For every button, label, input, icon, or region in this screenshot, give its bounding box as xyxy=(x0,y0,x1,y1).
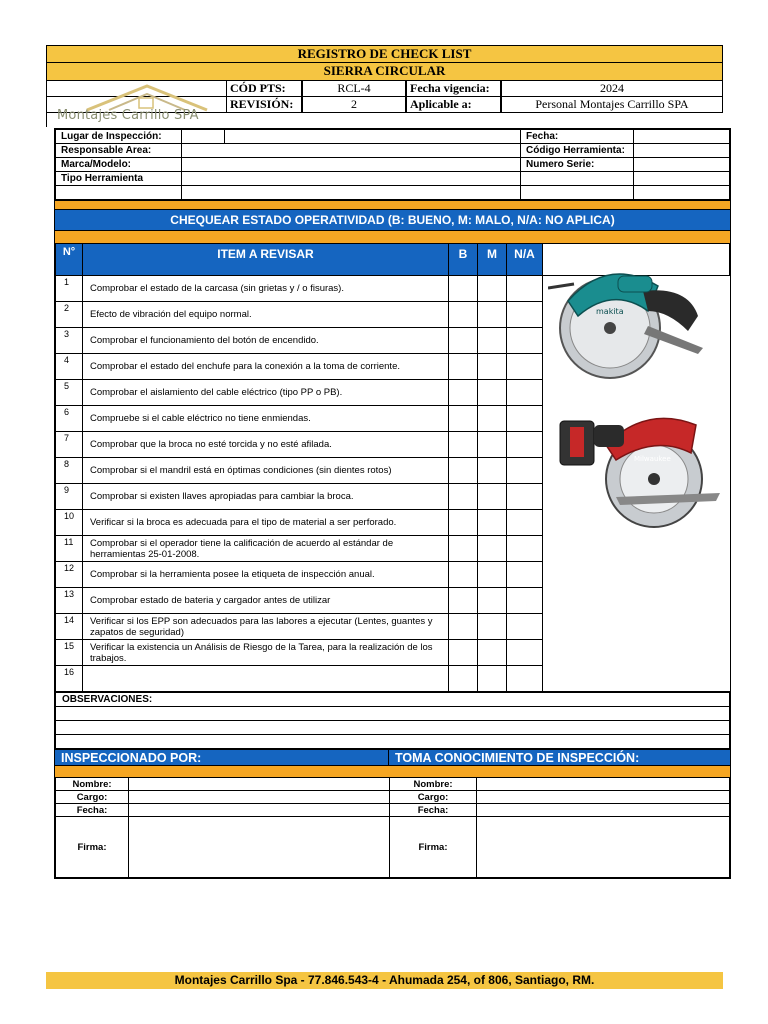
item-b-checkbox[interactable] xyxy=(449,536,478,562)
tipo-field[interactable] xyxy=(182,172,521,186)
item-text: Comprobar estado de bateria y cargador antes de utilizar xyxy=(83,588,449,614)
lugar-field[interactable] xyxy=(225,130,521,144)
item-number: 3 xyxy=(56,328,83,354)
item-b-checkbox[interactable] xyxy=(449,276,478,302)
item-na-checkbox[interactable] xyxy=(507,302,543,328)
blank-cell xyxy=(634,172,730,186)
item-number: 12 xyxy=(56,562,83,588)
item-m-checkbox[interactable] xyxy=(478,536,507,562)
item-number: 5 xyxy=(56,380,83,406)
item-m-checkbox[interactable] xyxy=(478,562,507,588)
lugar-field-a[interactable] xyxy=(182,130,225,144)
right-firma-field[interactable] xyxy=(477,817,730,878)
item-m-checkbox[interactable] xyxy=(478,484,507,510)
left-nombre-label: Nombre: xyxy=(56,778,129,791)
item-b-checkbox[interactable] xyxy=(449,484,478,510)
document-subtitle: SIERRA CIRCULAR xyxy=(46,63,723,81)
item-m-checkbox[interactable] xyxy=(478,354,507,380)
revision-value: 2 xyxy=(302,97,406,113)
observaciones-line[interactable] xyxy=(56,707,730,721)
item-m-checkbox[interactable] xyxy=(478,666,507,692)
blank-cell xyxy=(56,186,182,200)
item-b-checkbox[interactable] xyxy=(449,354,478,380)
revision-label: REVISIÓN: xyxy=(226,97,302,113)
codigo-label: Código Herramienta: xyxy=(521,144,634,158)
item-number: 8 xyxy=(56,458,83,484)
codigo-field[interactable] xyxy=(634,144,730,158)
item-m-checkbox[interactable] xyxy=(478,328,507,354)
page-footer: Montajes Carrillo Spa - 77.846.543-4 - Ahumada 254, of 806, Santiago, RM. xyxy=(46,972,723,989)
item-b-checkbox[interactable] xyxy=(449,458,478,484)
item-text: Comprobar si el mandril está en óptimas condiciones (sin dientes rotos) xyxy=(83,458,449,484)
item-b-checkbox[interactable] xyxy=(449,666,478,692)
marca-label: Marca/Modelo: xyxy=(56,158,182,172)
item-number: 14 xyxy=(56,614,83,640)
signature-table xyxy=(55,777,730,878)
blank-cell xyxy=(182,186,521,200)
item-na-checkbox[interactable] xyxy=(507,380,543,406)
marca-field[interactable] xyxy=(182,158,521,172)
item-text: Comprobar si el operador tiene la calificación de acuerdo al estándar de herramientas 25-01-2008. xyxy=(83,536,449,562)
item-text: Comprobar el aislamiento del cable eléctrico (tipo PP o PB). xyxy=(83,380,449,406)
item-text: Compruebe si el cable eléctrico no tiene enmiendas. xyxy=(83,406,449,432)
item-na-checkbox[interactable] xyxy=(507,276,543,302)
blank-cell xyxy=(521,186,634,200)
tipo-label: Tipo Herramienta xyxy=(56,172,182,186)
item-na-checkbox[interactable] xyxy=(507,432,543,458)
company-logo xyxy=(46,80,226,127)
fecha-label: Fecha: xyxy=(521,130,634,144)
item-na-checkbox[interactable] xyxy=(507,510,543,536)
item-b-checkbox[interactable] xyxy=(449,302,478,328)
item-m-checkbox[interactable] xyxy=(478,510,507,536)
item-text: Comprobar el funcionamiento del botón de encendido. xyxy=(83,328,449,354)
fecha-field[interactable] xyxy=(634,130,730,144)
cod-value: RCL-4 xyxy=(302,81,406,97)
item-number: 13 xyxy=(56,588,83,614)
item-na-checkbox[interactable] xyxy=(507,458,543,484)
item-b-checkbox[interactable] xyxy=(449,328,478,354)
signature-header xyxy=(55,749,730,765)
item-m-checkbox[interactable] xyxy=(478,640,507,666)
item-na-checkbox[interactable] xyxy=(507,614,543,640)
col-num-header: N° xyxy=(56,244,83,276)
left-fecha-field[interactable] xyxy=(129,804,390,817)
item-na-checkbox[interactable] xyxy=(507,354,543,380)
item-b-checkbox[interactable] xyxy=(449,380,478,406)
item-m-checkbox[interactable] xyxy=(478,380,507,406)
item-m-checkbox[interactable] xyxy=(478,276,507,302)
item-number: 6 xyxy=(56,406,83,432)
item-na-checkbox[interactable] xyxy=(507,536,543,562)
observaciones-line[interactable] xyxy=(56,735,730,749)
item-number: 15 xyxy=(56,640,83,666)
item-text: Verificar la existencia un Análisis de Riesgo de la Tarea, para la realización de los trabajos. xyxy=(83,640,449,666)
right-nombre-field[interactable] xyxy=(477,778,730,791)
serie-field[interactable] xyxy=(634,158,730,172)
item-na-checkbox[interactable] xyxy=(507,666,543,692)
item-b-checkbox[interactable] xyxy=(449,614,478,640)
right-firma-label: Firma: xyxy=(390,817,477,878)
circular-saw-red-image xyxy=(556,405,722,533)
item-b-checkbox[interactable] xyxy=(449,510,478,536)
item-text xyxy=(83,666,449,692)
item-text: Comprobar si la herramienta posee la etiqueta de inspección anual. xyxy=(83,562,449,588)
cod-label: CÓD PTS: xyxy=(226,81,302,97)
item-number: 1 xyxy=(56,276,83,302)
left-cargo-field[interactable] xyxy=(129,791,390,804)
left-fecha-label: Fecha: xyxy=(56,804,129,817)
item-na-checkbox[interactable] xyxy=(507,562,543,588)
item-text: Comprobar el estado de la carcasa (sin grietas y / o fisuras). xyxy=(83,276,449,302)
item-b-checkbox[interactable] xyxy=(449,588,478,614)
responsable-label: Responsable Area: xyxy=(56,144,182,158)
item-number: 10 xyxy=(56,510,83,536)
item-text: Comprobar si existen llaves apropiadas para cambiar la broca. xyxy=(83,484,449,510)
item-number: 2 xyxy=(56,302,83,328)
item-number: 4 xyxy=(56,354,83,380)
item-b-checkbox[interactable] xyxy=(449,640,478,666)
item-na-checkbox[interactable] xyxy=(507,588,543,614)
toma-conocimiento-title: TOMA CONOCIMIENTO DE INSPECCIÓN: xyxy=(395,751,640,765)
observations-table xyxy=(55,692,730,749)
section-title: CHEQUEAR ESTADO OPERATIVIDAD (B: BUENO, M: MALO, N/A: NO APLICA) xyxy=(55,210,730,230)
aplicable-value: Personal Montajes Carrillo SPA xyxy=(501,97,723,113)
left-nombre-field[interactable] xyxy=(129,778,390,791)
item-b-checkbox[interactable] xyxy=(449,432,478,458)
blank-cell xyxy=(521,172,634,186)
item-text: Comprobar el estado del enchufe para la conexión a la toma de corriente. xyxy=(83,354,449,380)
info-table xyxy=(55,129,730,200)
item-number: 9 xyxy=(56,484,83,510)
right-cargo-label: Cargo: xyxy=(390,791,477,804)
left-cargo-label: Cargo: xyxy=(56,791,129,804)
item-m-checkbox[interactable] xyxy=(478,302,507,328)
responsable-field[interactable] xyxy=(182,144,521,158)
item-m-checkbox[interactable] xyxy=(478,432,507,458)
item-text: Verificar si la broca es adecuada para el tipo de material a ser perforado. xyxy=(83,510,449,536)
item-b-checkbox[interactable] xyxy=(449,562,478,588)
left-firma-label: Firma: xyxy=(56,817,129,878)
col-item-header: ITEM A REVISAR xyxy=(83,244,449,276)
right-fecha-field[interactable] xyxy=(477,804,730,817)
item-m-checkbox[interactable] xyxy=(478,458,507,484)
item-na-checkbox[interactable] xyxy=(507,484,543,510)
item-na-checkbox[interactable] xyxy=(507,406,543,432)
item-b-checkbox[interactable] xyxy=(449,406,478,432)
item-number: 11 xyxy=(56,536,83,562)
vigencia-value: 2024 xyxy=(501,81,723,97)
svg-text:Milwaukee: Milwaukee xyxy=(634,455,671,463)
document-title: REGISTRO DE CHECK LIST xyxy=(46,45,723,63)
blank-cell xyxy=(634,186,730,200)
item-na-checkbox[interactable] xyxy=(507,640,543,666)
observaciones-label: OBSERVACIONES: xyxy=(56,693,730,707)
item-m-checkbox[interactable] xyxy=(478,406,507,432)
svg-text:makita: makita xyxy=(596,307,624,316)
item-m-checkbox[interactable] xyxy=(478,588,507,614)
item-text: Verificar si los EPP son adecuados para las labores a ejecutar (Lentes, guantes y zapatos de seguridad) xyxy=(83,614,449,640)
lugar-label: Lugar de Inspección: xyxy=(56,130,182,144)
observaciones-line[interactable] xyxy=(56,721,730,735)
serie-label: Numero Serie: xyxy=(521,158,634,172)
item-text: Efecto de vibración del equipo normal. xyxy=(83,302,449,328)
left-firma-field[interactable] xyxy=(129,817,390,878)
item-text: Comprobar que la broca no esté torcida y no esté afilada. xyxy=(83,432,449,458)
aplicable-label: Aplicable a: xyxy=(406,97,501,113)
right-cargo-field[interactable] xyxy=(477,791,730,804)
vigencia-label: Fecha vigencia: xyxy=(406,81,501,97)
item-m-checkbox[interactable] xyxy=(478,614,507,640)
col-b-header: B xyxy=(449,244,478,276)
logo-text: Montajes Carrillo SPA xyxy=(57,108,199,123)
orange-divider xyxy=(55,200,730,210)
item-number: 16 xyxy=(56,666,83,692)
orange-divider xyxy=(55,230,730,243)
circular-saw-teal-image xyxy=(548,256,704,386)
right-nombre-label: Nombre: xyxy=(390,778,477,791)
col-m-header: M xyxy=(478,244,507,276)
item-number: 7 xyxy=(56,432,83,458)
orange-divider xyxy=(55,765,730,777)
item-na-checkbox[interactable] xyxy=(507,328,543,354)
inspeccionado-title: INSPECCIONADO POR: xyxy=(55,750,389,765)
col-na-header: N/A xyxy=(507,244,543,276)
right-fecha-label: Fecha: xyxy=(390,804,477,817)
